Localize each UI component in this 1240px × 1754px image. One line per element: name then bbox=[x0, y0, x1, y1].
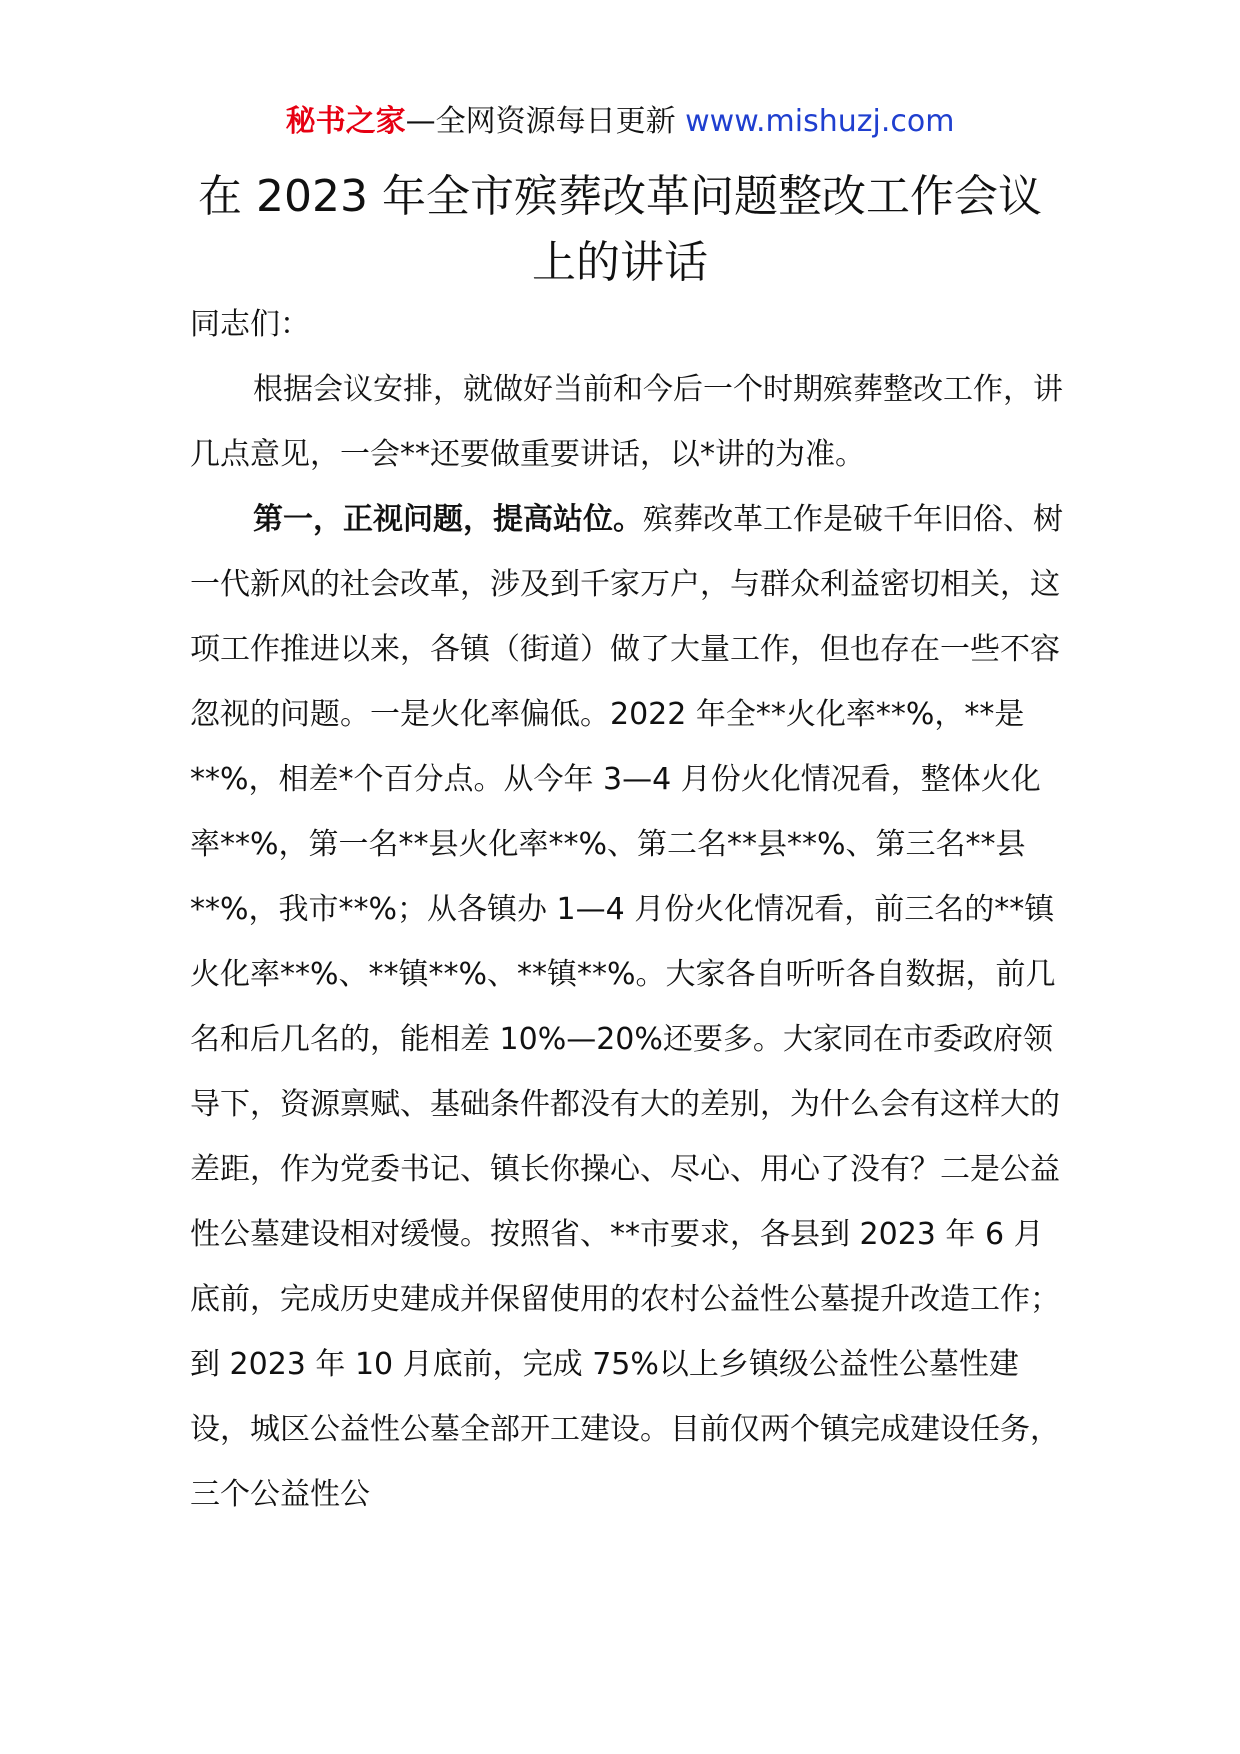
document-title: 在 2023 年全市殡葬改革问题整改工作会议上的讲话 bbox=[198, 171, 1042, 288]
paragraph-section-1 bbox=[190, 487, 1070, 1527]
paragraph-intro: 根据会议安排，就做好当前和今后一个时期殡葬整改工作，讲几点意见，一会**还要做重要讲话，以*讲的为准。 bbox=[190, 372, 1063, 472]
section-1-body: 殡葬改革工作是破千年旧俗、树一代新风的社会改革，涉及到千家万户，与群众利益密切相关，这项工作推进以来，各镇（街道）做了大量工作，但也存在一些不容忽视的问题。一是火化率偏低。2022 年全**火化率**%，**是**%，相差*个百分点。从今年 3—4 月份火化情况看，整体火化率**%，第一名**县火化率**%、第二名**县**%、第三名**县**%，我市**%；从各镇办 1—4 月份火化情况看，前三名的**镇火化率**%、**镇**%、**镇**%。大家各自听听各自数据，前几名和后几名的，能相差 10%—20%还要多。大家同在市委政府领导下，资源禀赋、基础条件都没有大的差别，为什么会有这样大的差距，作为党委书记、镇长你操心、尽心、用心了没有？二是公益性公墓建设相对缓慢。按照省、**市要求，各县到 2023 年 6 月底前，完成历史建成并保留使用的农村公益性公墓提升改造工作；到 2023 年 10 月底前，完成 75%以上乡镇级公益性公墓性建设，城区公益性公墓全部开工建设。目前仅两个镇完成建设任务，三个公益性公 bbox=[190, 502, 1063, 1512]
document-body bbox=[190, 292, 1070, 1527]
site-banner bbox=[0, 100, 1240, 144]
section-1-heading: 第一，正视问题，提高站位。 bbox=[253, 502, 643, 537]
salutation: 同志们： bbox=[190, 307, 310, 342]
site-url-link[interactable]: www.mishuzj.com bbox=[685, 104, 955, 139]
banner-tagline: —全网资源每日更新 bbox=[405, 104, 676, 139]
brand-name: 秘书之家 bbox=[285, 104, 406, 139]
